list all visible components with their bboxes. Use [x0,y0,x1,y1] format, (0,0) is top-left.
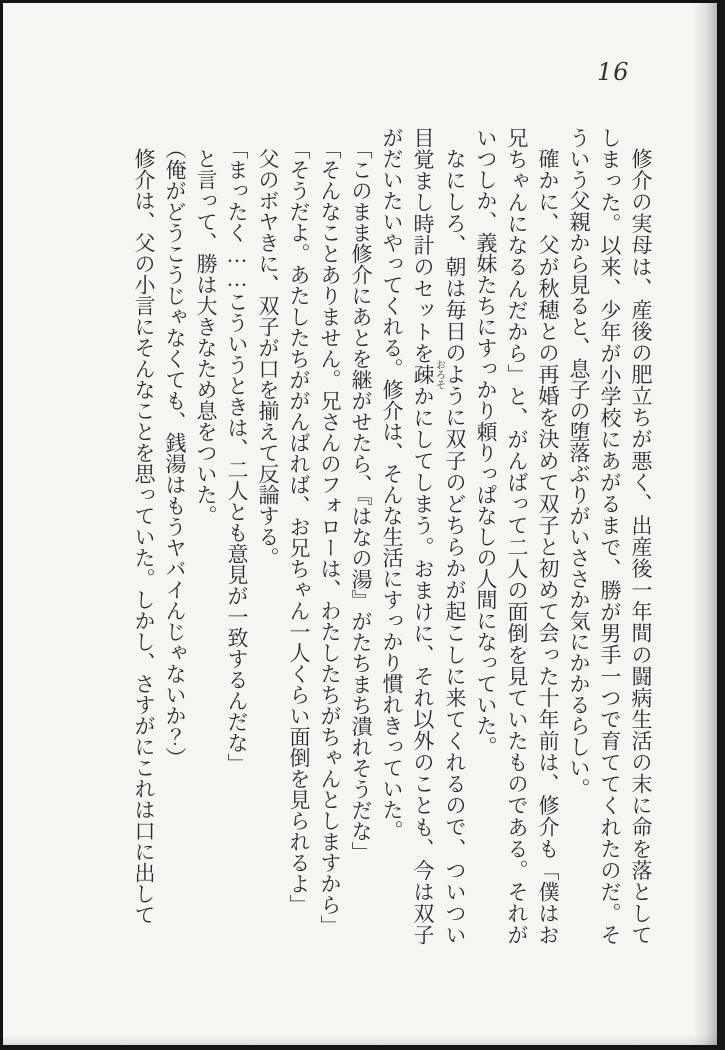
scan-edge-bottom [0,1045,725,1050]
paragraph: 修介は、父の小言にそんなことを思っていた。しかし、さすがにこれは口に出して [132,148,156,925]
ruby-post-text: かにしてしまう。おまけに、それ以外のことも、今は双子がだいたいやってくれる。修介は、そんな生活にすっかり慣れきっていた。 [380,127,435,946]
paragraph: 父のボヤきに、双子が口を揃えて反論する。 [256,148,280,568]
page-edge-shadow [693,0,717,1050]
paragraph: 確かに、父が秋穂との再婚を決めて双子と初めて会った十年前は、修介も「僕はお兄ちゃんになるんだから」と、がんばって二人の面倒を見ていたものである。それがいつしか、義妹たちにすっかり頼りっぱなしの人間になっていた。 [474,127,560,945]
thought-line: （俺がどうこうじゃなくても、銭湯はもうヤバイんじゃないか？） [163,137,187,768]
body-text [94,127,656,945]
scan-edge-left [0,0,3,1050]
ruby-pre-text: なにしろ、朝は毎日のように双子のどちらかが起こしに来てくれるので、ついつい目覚まし時計のセットを [411,127,467,945]
dialogue-line: 「そうだよ。あたしたちががんばれば、お兄ちゃん一人くらい面倒を見られるよ」 [287,137,311,915]
page-number: 16 [597,58,630,86]
dialogue-line: 「そんなことありません。兄さんのフォローは、わたしたちがちゃんとしますから」 [318,137,342,936]
scan-edge-right [717,0,725,1050]
furigana: おろそ [433,359,445,390]
paragraph-with-ruby [376,127,470,945]
ruby-base: 疎 [411,359,435,390]
paragraph: と言って、勝は大きなため息をついた。 [194,148,218,526]
page-bottom-shadow [0,1035,725,1045]
scan-edge-top [0,0,725,3]
paragraph: 修介の実母は、産後の肥立ちが悪く、出産後一年間の闘病生活の末に命を落としてしまった。以来、少年が小学校にあがるまで、勝が男手一つで育ててくれたのだ。そういう父親から見ると、息子の堕落ぶりがいささか気にかかるらしい。 [567,127,653,945]
dialogue-line: 「まったく……こういうときは、二人とも意見が一致するんだな」 [225,137,249,774]
ruby-annotation [411,359,445,390]
dialogue-line: 「このまま修介にあとを継がせたら、『はなの湯』がたちまち潰れそうだな」 [349,137,373,862]
